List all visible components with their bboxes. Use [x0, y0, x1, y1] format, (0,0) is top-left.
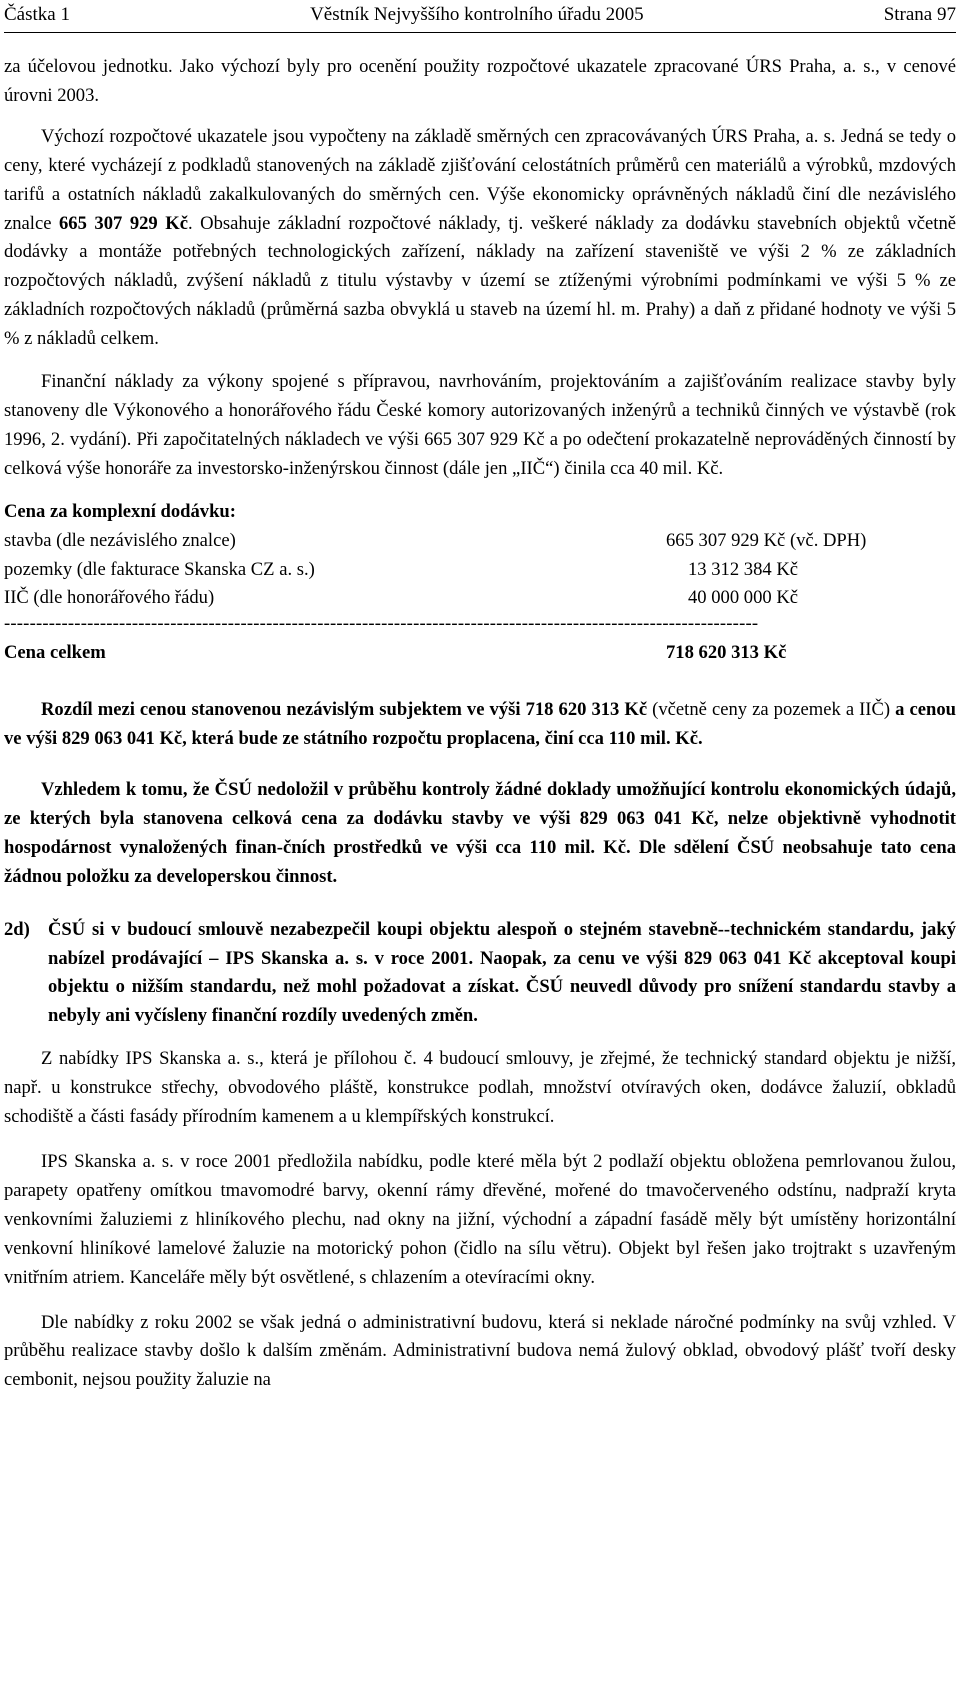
price-summary: [4, 498, 956, 669]
paragraph-4-text-a: Rozdíl mezi cenou stanovenou nezávislým subjektem ve výši 718 620 313 Kč: [41, 699, 648, 721]
price-row-land: [4, 556, 956, 585]
price-total-label: Cena celkem: [4, 642, 106, 664]
price-row-label: stavba (dle nezávislého znalce): [4, 529, 236, 551]
price-row-value: 40 000 000 Kč: [688, 587, 799, 609]
paragraph-4-text-c: a cenou ve výši 829 063 041 Kč, která bude ze státního rozpočtu proplacena, činí cca 110 mil. Kč.: [4, 699, 956, 750]
price-row-building: [4, 527, 956, 556]
paragraph-5: Vzhledem k tomu, že ČSÚ nedoložil v průběhu kontroly žádné doklady umožňující kontrolu ekonomických údajů, ze kterých byla stanovena celková cena za dodávku stavby ve výši 829 063 041 Kč, nelze objektivně vyhodnotit hospodárnost vynaložených finan-čních prostředků ve výši cca 110 mil. Kč. Dle sdělení ČSÚ neobsahuje tato cena žádnou položku za developerskou činnost.: [4, 779, 956, 887]
paragraph-6: Z nabídky IPS Skanska a. s., která je přílohou č. 4 budoucí smlouvy, je zřejmé, že technický standard objektu je nižší, např. u konstrukce střechy, obvodového pláště, konstrukce podlah, množství otvíravých oken, dodávce žaluzií, obkladů schodiště a části fasády přírodním kamenem a u klempířských konstrukcí.: [4, 1048, 956, 1128]
paragraph-2-text-c: . Obsahuje základní rozpočtové náklady, tj. veškeré náklady za dodávku stavebních objektů včetně dodávky a montáže potřebných technologických zařízení, náklady na zařízení staveniště ve výši 2 % ze základních rozpočtových nákladů, zvýšení nákladů z titulu výstavby v území se ztíženými výrobními podmínkami ve výši 5 % ze základních rozpočtových nákladů (průměrná sazba obvyklá u staveb na území hl. m. Prahy) a daň z přidané hodnoty ve výši 5 % z nákladů celkem.: [4, 212, 956, 350]
finding-text: ČSÚ si v budoucí smlouvě nezabezpečil koupi objektu alespoň o stejném stavebně--technickém standardu, jaký nabízel prodávající – IPS Skanska a. s. v roce 2001. Naopak, za cenu ve výši 829 063 041 Kč akceptoval koupi objektu o nižším standardu, než mohl požadovat a získat. ČSÚ neuvedl důvody pro snížení standardu stavby a nebyly ani vyčísleny finanční rozdíly uvedených změn.: [48, 918, 956, 1027]
page-header: [4, 2, 956, 33]
paragraph-2-text-a: Výchozí rozpočtové ukazatele jsou vypočteny na základě směrných cen zpracovávaných ÚRS Praha, a. s. Jedná se tedy o ceny, které vycházejí z podkladů stanovených na základě zjišťování celostátních průměrů cen materiálů a výrobků, mzdových tarifů a ostatních nákladů zakalkulovaných do směrných cen. Výše ekonomicky oprávněných nákladů činí dle nezávislého znalce: [4, 125, 956, 234]
header-journal-title: Věstník Nejvyššího kontrolního úřadu 2005: [310, 4, 644, 25]
header-issue: Částka 1: [4, 4, 70, 25]
price-row-label: pozemky (dle fakturace Skanska CZ a. s.): [4, 558, 315, 580]
paragraph-4: [4, 696, 956, 754]
paragraph-7: IPS Skanska a. s. v roce 2001 předložila nabídku, podle které měla být 2 podlaží objektu obložena pemrlovanou žulou, parapety opatřeny omítkou tmavomodré barvy, okenní rámy dřevěné, mořené do tmavočerveného odstínu, nadpraží kryta venkovními žaluziemi z hliníkového plechu, nad okny na jižní, východní a západní fasádě měly být umístěny horizontální venkovní hliníkové lamelové žaluzie na motorický pohon (čidlo na sílu větru). Objekt byl řešen jako trojtrakt s uzavřeným vnitřním atriem. Kanceláře měly být osvětlené, s chlazením a otevíracími okny.: [4, 1151, 956, 1288]
paragraph-4-text-b: (včetně ceny za pozemek a IIČ): [647, 699, 896, 721]
price-row-label: IIČ (dle honorářového řádu): [4, 587, 215, 609]
paragraph-2-amount: 665 307 929 Kč: [59, 212, 188, 234]
price-total-value: 718 620 313 Kč: [666, 642, 787, 664]
paragraph-8: Dle nabídky z roku 2002 se však jedná o administrativní budovu, která si neklade náročné podmínky na svůj vzhled. V průběhu realizace stavby došlo k dalším změnám. Administrativní budova nemá žulový obklad, obvodový plášť tvoří desky cembonit, nejsou použity žaluzie na: [4, 1311, 956, 1391]
price-row-value: 13 312 384 Kč: [688, 558, 799, 580]
paragraph-3: Finanční náklady za výkony spojené s přípravou, navrhováním, projektováním a zajišťováním realizace stavby byly stanoveny dle Výkonového a honorářového řádu České komory autorizovaných inženýrů a techniků činných ve výstavbě (rok 1996, 2. vydání). Při započitatelných nákladech ve výši 665 307 929 Kč a po odečtení prokazatelně neprováděných činností by celková výše honoráře za investorsko-inženýrskou činnost (dále jen „IIČ“) činila cca 40 mil. Kč.: [4, 371, 956, 479]
finding-2d: [4, 916, 956, 1032]
price-total-row: [4, 639, 956, 668]
header-page-number: Strana 97: [883, 4, 956, 25]
dashed-separator: ----------------------------------------------------------------------------------------------------------------------: [4, 613, 759, 635]
price-row-iic: [4, 584, 956, 613]
finding-number: 2d): [4, 918, 30, 940]
paragraph-2: [4, 123, 956, 354]
price-heading: Cena za komplexní dodávku:: [4, 500, 236, 522]
price-row-value: 665 307 929 Kč (vč. DPH): [666, 529, 867, 551]
paragraph-1: za účelovou jednotku. Jako výchozí byly pro ocenění použity rozpočtové ukazatele zpracované ÚRS Praha, a. s., v cenové úrovni 2003.: [4, 56, 956, 106]
